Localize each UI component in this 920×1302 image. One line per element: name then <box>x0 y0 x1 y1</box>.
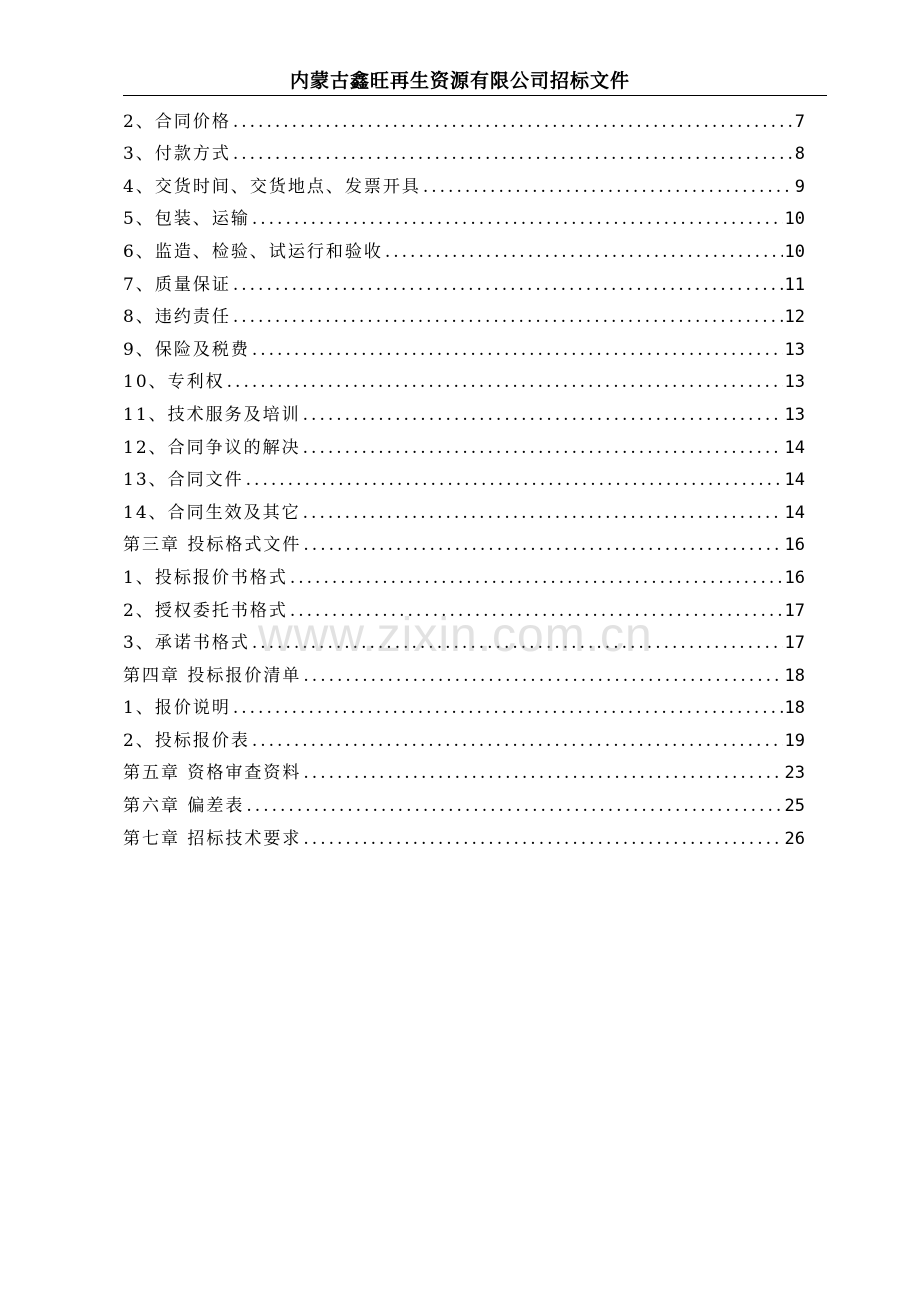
toc-entry-label: 第七章 招标技术要求 <box>123 828 302 849</box>
toc-dot-leader <box>303 763 782 783</box>
toc-dot-leader <box>290 601 783 621</box>
toc-page-number: 7 <box>794 111 805 132</box>
toc-entry-label: 13、合同文件 <box>123 470 244 491</box>
toc-page-number: 17 <box>784 633 805 654</box>
toc-page-number: 26 <box>784 828 805 849</box>
toc-entry-label: 12、合同争议的解决 <box>123 437 301 458</box>
toc-page-number: 17 <box>784 600 805 621</box>
toc-entry[interactable] <box>123 295 805 328</box>
toc-dot-leader <box>233 698 783 718</box>
toc-entry-label: 8、违约责任 <box>123 307 231 328</box>
toc-dot-leader <box>385 242 783 262</box>
toc-entry[interactable] <box>123 164 805 197</box>
toc-entry[interactable] <box>123 229 805 262</box>
toc-entry[interactable] <box>123 99 805 132</box>
toc-entry-label: 第四章 投标报价清单 <box>123 665 302 686</box>
toc-page-number: 8 <box>794 144 805 165</box>
toc-entry[interactable] <box>123 783 805 816</box>
toc-page-number: 14 <box>784 437 805 458</box>
toc-entry[interactable] <box>123 392 805 425</box>
toc-page-number: 18 <box>784 665 805 686</box>
toc-entry[interactable] <box>123 197 805 230</box>
toc-entry-label: 10、专利权 <box>123 372 225 393</box>
toc-page-number: 9 <box>794 176 805 197</box>
toc-entry-label: 3、承诺书格式 <box>123 633 250 654</box>
toc-dot-leader <box>290 568 783 588</box>
toc-entry-label: 5、包装、运输 <box>123 209 250 230</box>
toc-dot-leader <box>303 829 782 849</box>
toc-entry[interactable] <box>123 262 805 295</box>
toc-entry-label: 2、投标报价表 <box>123 730 250 751</box>
toc-entry-label: 2、合同价格 <box>123 111 231 132</box>
toc-page-number: 14 <box>784 470 805 491</box>
toc-dot-leader <box>303 405 783 425</box>
toc-entry-label: 第五章 资格审查资料 <box>123 763 302 784</box>
toc-entry[interactable] <box>123 621 805 654</box>
toc-entry-label: 9、保险及税费 <box>123 339 250 360</box>
toc-dot-leader <box>303 666 782 686</box>
toc-dot-leader <box>252 731 783 751</box>
toc-page-number: 16 <box>784 535 805 556</box>
toc-dot-leader <box>303 503 783 523</box>
toc-dot-leader <box>246 796 782 816</box>
toc-page-number: 11 <box>784 274 805 295</box>
toc-entry-label: 7、质量保证 <box>123 274 231 295</box>
toc-entry[interactable] <box>123 132 805 165</box>
toc-dot-leader <box>246 470 783 490</box>
toc-dot-leader <box>252 209 783 229</box>
toc-page-number: 14 <box>784 502 805 523</box>
toc-page-number: 13 <box>784 339 805 360</box>
toc-page-number: 25 <box>784 796 805 817</box>
toc-page-number: 18 <box>784 698 805 719</box>
toc-dot-leader <box>227 372 783 392</box>
toc-dot-leader <box>233 144 793 164</box>
toc-entry[interactable] <box>123 490 805 523</box>
toc-dot-leader <box>423 177 793 197</box>
toc-entry[interactable] <box>123 360 805 393</box>
toc-dot-leader <box>303 438 783 458</box>
toc-entry[interactable] <box>123 718 805 751</box>
toc-entry[interactable] <box>123 458 805 491</box>
toc-entry-label: 6、监造、检验、试运行和验收 <box>123 241 383 262</box>
toc-dot-leader <box>233 275 783 295</box>
toc-entry-label: 第六章 偏差表 <box>123 796 245 817</box>
toc-page-number: 10 <box>784 241 805 262</box>
toc-page-number: 12 <box>784 307 805 328</box>
toc-entry[interactable] <box>123 653 805 686</box>
watermark: www.zixin.com.cn <box>258 609 653 662</box>
toc-entry[interactable] <box>123 555 805 588</box>
toc-entry[interactable] <box>123 686 805 719</box>
toc-page-number: 13 <box>784 404 805 425</box>
toc-entry-label: 14、合同生效及其它 <box>123 502 301 523</box>
toc-dot-leader <box>252 633 783 653</box>
toc-entry-label: 1、报价说明 <box>123 698 231 719</box>
toc-dot-leader <box>303 535 782 555</box>
toc-entry[interactable] <box>123 425 805 458</box>
toc-entry[interactable] <box>123 816 805 849</box>
table-of-contents <box>123 99 805 849</box>
toc-entry-label: 4、交货时间、交货地点、发票开具 <box>123 176 421 197</box>
toc-page-number: 13 <box>784 372 805 393</box>
toc-entry[interactable] <box>123 523 805 556</box>
header-divider <box>123 95 827 96</box>
page-header-title: 内蒙古鑫旺再生资源有限公司招标文件 <box>289 70 630 92</box>
toc-dot-leader <box>233 307 783 327</box>
toc-dot-leader <box>233 112 793 132</box>
toc-dot-leader <box>252 340 783 360</box>
toc-entry-label: 3、付款方式 <box>123 144 231 165</box>
toc-entry-label: 11、技术服务及培训 <box>123 404 301 425</box>
toc-entry[interactable] <box>123 327 805 360</box>
toc-page-number: 16 <box>784 567 805 588</box>
toc-entry[interactable] <box>123 588 805 621</box>
toc-page-number: 19 <box>784 730 805 751</box>
toc-entry-label: 第三章 投标格式文件 <box>123 535 302 556</box>
toc-entry[interactable] <box>123 751 805 784</box>
toc-page-number: 23 <box>784 763 805 784</box>
toc-page-number: 10 <box>784 209 805 230</box>
toc-entry-label: 2、授权委托书格式 <box>123 600 288 621</box>
toc-entry-label: 1、投标报价书格式 <box>123 567 288 588</box>
